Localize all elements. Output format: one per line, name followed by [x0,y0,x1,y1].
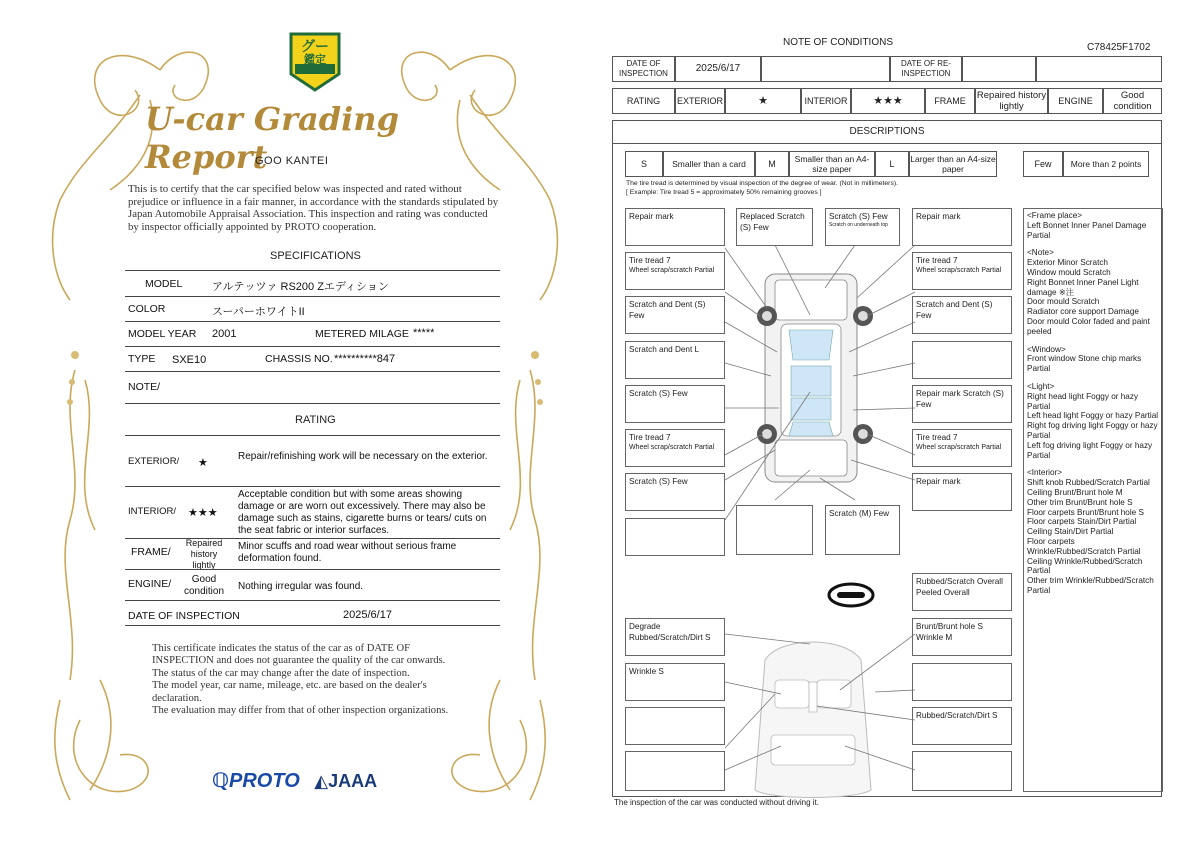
box-text: Scratch and Dent (S) Few [629,300,706,320]
jaaa-logo-icon: ◭ [314,771,329,791]
note-line: Right fog driving light Foggy or hazy Partial [1027,421,1158,440]
note-line: Right head light Foggy or hazy Partial [1027,391,1139,411]
desc-box-interior-7 [625,751,725,791]
desc-box-left-rear-door [625,385,725,423]
note-line: <Light> [1027,381,1055,391]
footer-line: INSPECTION and does not guarantee the quality of the car onwards. [152,655,446,667]
desc-box-interior-8 [912,751,1012,791]
rating-heading: RATING [295,414,336,426]
box-text: Scratch (M) Few [829,509,890,518]
legend-m: M [755,151,789,177]
engine-value: Good condition [1103,88,1162,114]
exterior-value: ★ [725,88,801,114]
footer-line: The status of the car may change after the date of inspection. [152,667,410,679]
desc-box-left-front-fender [625,296,725,334]
exterior-label: EXTERIOR/ [128,456,180,467]
certificate-footer [152,643,492,717]
desc-box-tire-fr [912,252,1012,290]
legend-s: S [625,151,663,177]
note-line: Shift knob Rubbed/Scratch Partial [1027,478,1150,488]
legend-s-desc: Smaller than a card [663,151,755,177]
note-line: Floor carpets Wrinkle/Rubbed/Scratch Partial [1027,536,1141,556]
model-year-label: MODEL YEAR [128,328,197,340]
badge-top-text: グー [301,39,329,55]
box-text: Scratch (S) Few [829,212,888,221]
interior-label: INTERIOR/ [128,506,177,517]
model-label: MODEL [145,278,183,290]
note-line: Floor carpets Stain/Dirt Partial [1027,517,1137,527]
type-label: TYPE [128,353,156,365]
box-text: Wrinkle S [629,667,664,676]
jaaa-logo-text: JAAA [328,771,378,791]
descriptions-heading: DESCRIPTIONS [612,120,1162,144]
date-of-reinspection-label: DATE OF RE-INSPECTION [890,56,962,82]
footer-line: The evaluation may differ from that of other inspection organizations. [152,705,449,717]
sheet-code: C78425F1702 [1087,42,1151,53]
metered-milage-label: METERED MILAGE [315,328,409,340]
desc-box-right-front-door [912,341,1012,379]
box-subtext: Wheel scrap/scratch Partial [629,444,715,451]
note-line: Ceiling Wrinkle/Rubbed/Scratch Partial [1027,556,1143,576]
box-text: Tire tread 7 [916,256,958,265]
interior-label: INTERIOR [801,88,851,114]
box-text: Tire tread 7 [629,433,671,442]
note-line: <Window> [1027,344,1066,354]
box-text: Repair mark [916,477,961,486]
date-of-inspection-label: DATE OF INSPECTION [612,56,675,82]
sheet-footer: The inspection of the car was conducted without driving it. [614,798,819,807]
badge-main-text: 鑑定 [304,53,326,66]
frame-value: Repaired history lightly [976,90,1047,112]
box-subtext: Wheel scrap/scratch Partial [629,267,715,274]
exterior-description: Repair/refinishing work will be necessary on the exterior. [238,451,488,462]
metered-milage-value: ***** [413,327,435,339]
interior-description: Acceptable condition but with some areas showing damage or are worn out excessively. There may also be damage such as stains, cigarette burns or tears/ cuts on the seat fabric or interior surfaces. [238,489,487,536]
engine-label: ENGINE/ [128,578,172,590]
type-value: SXE10 [172,354,207,366]
desc-box-interior-4 [912,663,1012,701]
desc-box-tire-rl [625,429,725,467]
box-text: Rubbed/Scratch/Dirt S [916,711,998,720]
engine-label: ENGINE [1048,88,1103,114]
note-line: Radiator core support Damage [1027,307,1139,317]
desc-box-right-rear-door [912,385,1012,423]
exterior-stars: ★ [198,457,208,469]
footer-line: This certificate indicates the status of the car as of DATE OF [152,643,410,654]
tire-note-2: [ Example: Tire tread 5 = approximately 50% remaining grooves ] [626,189,822,196]
note-line: Right Bonnet Inner Panel Light damage ※注 [1027,277,1139,297]
box-subtext: Wheel scrap/scratch Partial [916,267,1002,274]
report-title: U-car Grading Report [145,100,399,176]
desc-box-front-center-right [825,208,900,246]
proto-logo-icon: ℚ [212,770,230,792]
chassis-label: CHASSIS NO. [265,353,333,365]
box-text: Repair mark [916,212,961,221]
box-text: Tire tread 7 [629,256,671,265]
frame-label: FRAME [925,88,975,114]
note-line: Other trim Wrinkle/Rubbed/Scratch Partial [1027,576,1154,595]
desc-box-steering [912,573,1012,611]
exterior-label: EXTERIOR [675,88,725,114]
desc-box-tire-fl [625,252,725,290]
goo-kantei-badge-icon [287,30,343,92]
note-line: Exterior Minor Scratch [1027,258,1108,268]
desc-box-right-front-fender [912,296,1012,334]
note-line: Window mould Scratch [1027,267,1111,277]
box-text: Scratch (S) Few [629,389,688,398]
legend-few-desc: More than 2 points [1063,151,1149,177]
model-year-value: 2001 [212,328,237,340]
footer-line: declaration. [152,692,202,704]
desc-box-front-center-left [736,208,813,246]
frame-description: Minor scuffs and road wear without serious frame deformation found. [238,541,457,564]
interior-value: ★★★ [851,88,925,114]
note-line: Floor carpets Brunt/Brunt hole S [1027,507,1144,517]
box-text: Tire tread 7 [916,433,958,442]
box-text: Repair mark [629,212,674,221]
desc-box-rear-left [625,518,725,556]
desc-box-interior-1 [625,618,725,656]
desc-box-left-rear-fender [625,473,725,511]
frame-value: Repaired history lightly [185,538,223,570]
desc-box-rear-center-left [736,505,813,555]
box-text: Repair mark Scratch (S) Few [916,389,1004,409]
desc-box-interior-2 [912,618,1012,656]
note-line: Other trim Brunt/Brunt hole S [1027,497,1133,507]
note-line: Ceiling Stain/Dirt Partial [1027,527,1114,537]
legend-l-desc: Larger than an A4-size paper [909,151,997,177]
specifications-heading: SPECIFICATIONS [270,250,361,262]
desc-box-rear-center-right [825,505,900,555]
footer-line: The model year, car name, mileage, etc. are based on the dealer's [152,680,427,692]
logos [212,768,377,793]
desc-box-interior-6 [912,707,1012,745]
box-text: Scratch and Dent (S) Few [916,300,993,320]
desc-box-interior-3 [625,663,725,701]
box-subtext: Wheel scrap/scratch Partial [916,444,1002,451]
frame-label: FRAME/ [131,546,171,558]
interior-stars: ★★★ [188,507,218,519]
legend-m-desc: Smaller than an A4-size paper [789,151,875,177]
engine-value: Good condition [183,574,225,597]
color-value: スーパーホワイトII [212,306,305,318]
date-of-inspection-label: DATE OF INSPECTION [128,610,240,622]
desc-box-front-right [912,208,1012,246]
note-line: Front window Stone chip marks Partial [1027,354,1142,374]
legend-few: Few [1023,151,1063,177]
color-label: COLOR [128,303,166,315]
box-text: Rubbed/Scratch Overall Peeled Overall [916,577,1003,597]
engine-description: Nothing irregular was found. [238,581,364,592]
note-line: Door mould Color faded and paint peeled [1027,316,1150,336]
note-label: NOTE/ [128,381,161,393]
note-line: Left fog driving light Foggy or hazy Partial [1027,440,1153,460]
box-text: Brunt/Brunt hole S Wrinkle M [916,622,983,642]
desc-box-right-rear-fender [912,473,1012,511]
model-value: アルテッツァ RS200 Zエディション [212,281,389,293]
note-line: Ceiling Brunt/Brunt hole M [1027,487,1123,497]
issuer-name: GOO KANTEI [255,155,329,167]
desc-box-tire-rr [912,429,1012,467]
date-of-inspection-value: 2025/6/17 [675,56,761,82]
desc-box-interior-5 [625,707,725,745]
rating-label: RATING [612,88,675,114]
notes-panel [1023,208,1163,792]
desc-box-front-left [625,208,725,246]
note-line: Door mould Scratch [1027,297,1100,307]
date-of-inspection-value: 2025/6/17 [343,609,392,621]
note-line: Left Bonnet Inner Panel Damage Partial [1027,220,1147,240]
note-line: <Note> [1027,248,1054,258]
note-line: <Frame place> [1027,211,1083,220]
chassis-value: **********847 [334,353,396,365]
tire-note-1: The tire tread is determined by visual inspection of the degree of wear. (Not in millimeters). [626,180,898,187]
desc-box-left-front-door [625,341,725,379]
certificate-text: This is to certify that the car specified below was inspected and rated without prejudice or influence in a fair manner, in accordance with the standards stipulated by Japan Automobile Appraisal Association. This inspection and rating was conducted by inspector officially appointed by PROTO cooperation. [128,183,499,233]
box-text: Scratch and Dent L [629,345,700,354]
box-text: Scratch (S) Few [629,477,688,486]
note-line: <Interior> [1027,468,1063,478]
legend-l: L [875,151,909,177]
sheet-heading: NOTE OF CONDITIONS [783,37,893,48]
proto-logo-text: PROTO [229,770,300,792]
box-subtext: Scratch on underneath top [829,222,888,228]
note-line: Left head light Foggy or hazy Partial [1027,411,1159,421]
note-of-conditions-sheet [605,30,1165,820]
box-text: Replaced Scratch (S) Few [740,212,805,232]
box-text: Degrade Rubbed/Scratch/Dirt S [629,622,711,642]
